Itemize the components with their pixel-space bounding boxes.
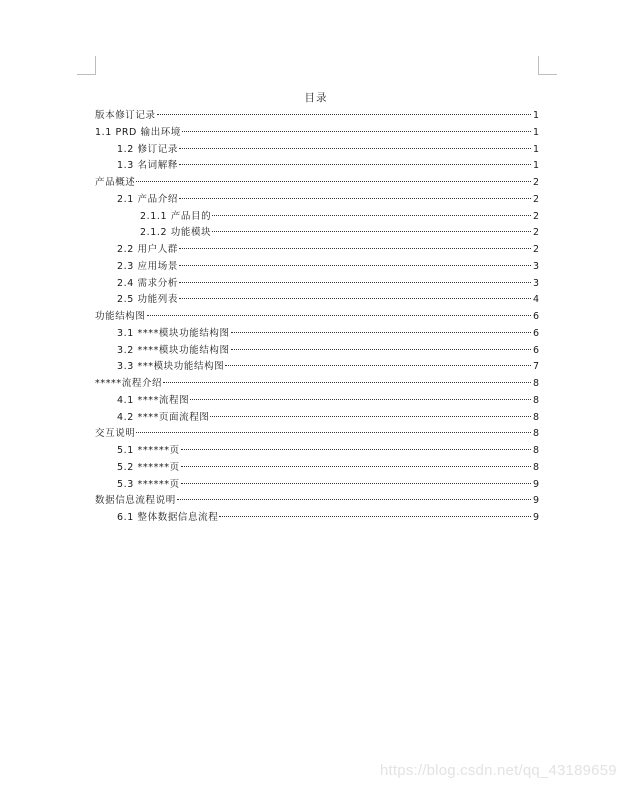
toc-entry[interactable]	[95, 242, 539, 259]
toc-entry[interactable]	[95, 192, 539, 209]
toc-entry[interactable]	[95, 309, 539, 326]
toc-entry[interactable]	[95, 343, 539, 360]
toc-entry-label[interactable]: 2.1.1 产品目的	[140, 210, 212, 222]
toc-entry[interactable]	[95, 209, 539, 226]
toc-entry-label[interactable]: 3.3 ***模块功能结构图	[117, 361, 225, 373]
toc-entry-label[interactable]: 3.1 ****模块功能结构图	[117, 327, 230, 339]
toc-entry-page-number[interactable]: 1	[532, 160, 539, 172]
toc-dot-leader	[181, 483, 531, 484]
toc-entry-label[interactable]: *****流程介绍	[95, 378, 163, 389]
toc-entry[interactable]	[95, 443, 539, 460]
toc-entry-page-number[interactable]: 2	[532, 193, 539, 205]
table-of-contents	[95, 108, 539, 527]
toc-entry-page-number[interactable]: 6	[532, 311, 539, 322]
toc-entry[interactable]	[95, 376, 539, 393]
toc-entry-page-number[interactable]: 2	[532, 244, 539, 255]
toc-entry-label[interactable]: 版本修订记录	[95, 110, 156, 121]
toc-dot-leader	[147, 315, 531, 316]
toc-entry[interactable]	[95, 292, 539, 309]
toc-entry[interactable]	[95, 225, 539, 242]
toc-dot-leader	[179, 248, 531, 249]
toc-entry-label[interactable]: 4.2 ****页面流程图	[117, 411, 210, 423]
toc-entry-page-number[interactable]: 3	[532, 260, 539, 272]
toc-dot-leader	[179, 282, 531, 283]
toc-entry-page-number[interactable]: 1	[532, 110, 539, 121]
toc-entry-label[interactable]: 2.3 应用场景	[117, 260, 178, 272]
toc-entry[interactable]	[95, 158, 539, 175]
toc-entry-page-number[interactable]: 3	[532, 277, 539, 289]
toc-entry-label[interactable]: 交互说明	[95, 428, 136, 440]
toc-entry-page-number[interactable]: 8	[532, 378, 539, 389]
toc-dot-leader	[179, 265, 531, 266]
toc-entry-label[interactable]: 产品概述	[95, 177, 136, 188]
toc-dot-leader	[182, 131, 531, 132]
toc-entry-label[interactable]: 5.2 ******页	[117, 461, 180, 473]
toc-title: 目录	[304, 92, 328, 104]
toc-entry-page-number[interactable]: 8	[532, 461, 539, 473]
toc-entry-label[interactable]: 2.2 用户人群	[117, 244, 178, 255]
toc-entry-label[interactable]: 1.3 名词解释	[117, 160, 178, 172]
toc-entry-label[interactable]: 5.1 ******页	[117, 445, 180, 456]
toc-entry[interactable]	[95, 493, 539, 510]
page-corner-mark-top-left	[77, 56, 96, 75]
toc-dot-leader	[231, 349, 531, 350]
toc-dot-leader	[181, 449, 531, 450]
toc-entry[interactable]	[95, 460, 539, 477]
toc-entry[interactable]	[95, 142, 539, 159]
toc-entry-page-number[interactable]: 2	[532, 177, 539, 188]
toc-dot-leader	[179, 298, 531, 299]
toc-dot-leader	[219, 516, 531, 517]
toc-entry-page-number[interactable]: 8	[532, 411, 539, 423]
toc-entry-page-number[interactable]: 4	[532, 294, 539, 306]
toc-dot-leader	[190, 399, 531, 400]
toc-entry-label[interactable]: 2.4 需求分析	[117, 277, 178, 289]
toc-entry[interactable]	[95, 175, 539, 192]
toc-entry-label[interactable]: 5.3 ******页	[117, 478, 180, 490]
toc-entry-page-number[interactable]: 1	[532, 126, 539, 138]
toc-dot-leader	[212, 231, 531, 232]
toc-entry-label[interactable]: 1.1 PRD 输出环境	[95, 126, 181, 138]
toc-entry-page-number[interactable]: 8	[532, 428, 539, 440]
toc-entry-label[interactable]: 2.1 产品介绍	[117, 193, 178, 205]
toc-entry[interactable]	[95, 393, 539, 410]
toc-entry[interactable]	[95, 410, 539, 427]
toc-entry[interactable]	[95, 108, 539, 125]
toc-entry[interactable]	[95, 276, 539, 293]
toc-dot-leader	[179, 164, 531, 165]
toc-entry-label[interactable]: 3.2 ****模块功能结构图	[117, 344, 230, 356]
toc-dot-leader	[225, 365, 531, 366]
toc-entry-label[interactable]: 数据信息流程说明	[95, 495, 176, 507]
toc-entry-page-number[interactable]: 7	[532, 361, 539, 373]
toc-dot-leader	[231, 332, 531, 333]
toc-entry[interactable]	[95, 259, 539, 276]
toc-entry-page-number[interactable]: 6	[532, 344, 539, 356]
toc-entry[interactable]	[95, 125, 539, 142]
toc-dot-leader	[212, 215, 531, 216]
toc-dot-leader	[181, 466, 531, 467]
watermark: https://blog.csdn.net/qq_43189659	[380, 762, 617, 779]
toc-entry[interactable]	[95, 326, 539, 343]
toc-entry-label[interactable]: 6.1 整体数据信息流程	[117, 512, 219, 523]
toc-entry-label[interactable]: 1.2 修订记录	[117, 143, 178, 155]
toc-entry-page-number[interactable]: 8	[532, 394, 539, 406]
toc-entry[interactable]	[95, 359, 539, 376]
toc-entry-label[interactable]: 2.5 功能列表	[117, 294, 178, 306]
toc-dot-leader	[136, 181, 531, 182]
toc-dot-leader	[210, 416, 531, 417]
toc-dot-leader	[179, 148, 531, 149]
toc-dot-leader	[136, 432, 531, 433]
toc-entry[interactable]	[95, 510, 539, 527]
toc-entry[interactable]	[95, 426, 539, 443]
toc-entry-page-number[interactable]: 2	[532, 227, 539, 239]
toc-dot-leader	[177, 499, 531, 500]
toc-entry-label[interactable]: 功能结构图	[95, 311, 146, 322]
toc-entry-page-number[interactable]: 9	[532, 478, 539, 490]
toc-entry-page-number[interactable]: 1	[532, 143, 539, 155]
toc-entry[interactable]	[95, 477, 539, 494]
toc-dot-leader	[157, 114, 531, 115]
toc-dot-leader	[179, 198, 531, 199]
toc-entry-page-number[interactable]: 2	[532, 210, 539, 222]
toc-entry-page-number[interactable]: 6	[532, 327, 539, 339]
toc-entry-page-number[interactable]: 8	[532, 445, 539, 456]
toc-entry-label[interactable]: 4.1 ****流程图	[117, 394, 190, 406]
toc-entry-label[interactable]: 2.1.2 功能模块	[140, 227, 212, 239]
toc-dot-leader	[163, 382, 531, 383]
toc-entry-page-number[interactable]: 9	[532, 512, 539, 523]
toc-entry-page-number[interactable]: 9	[532, 495, 539, 507]
page-corner-mark-top-right	[538, 56, 557, 75]
